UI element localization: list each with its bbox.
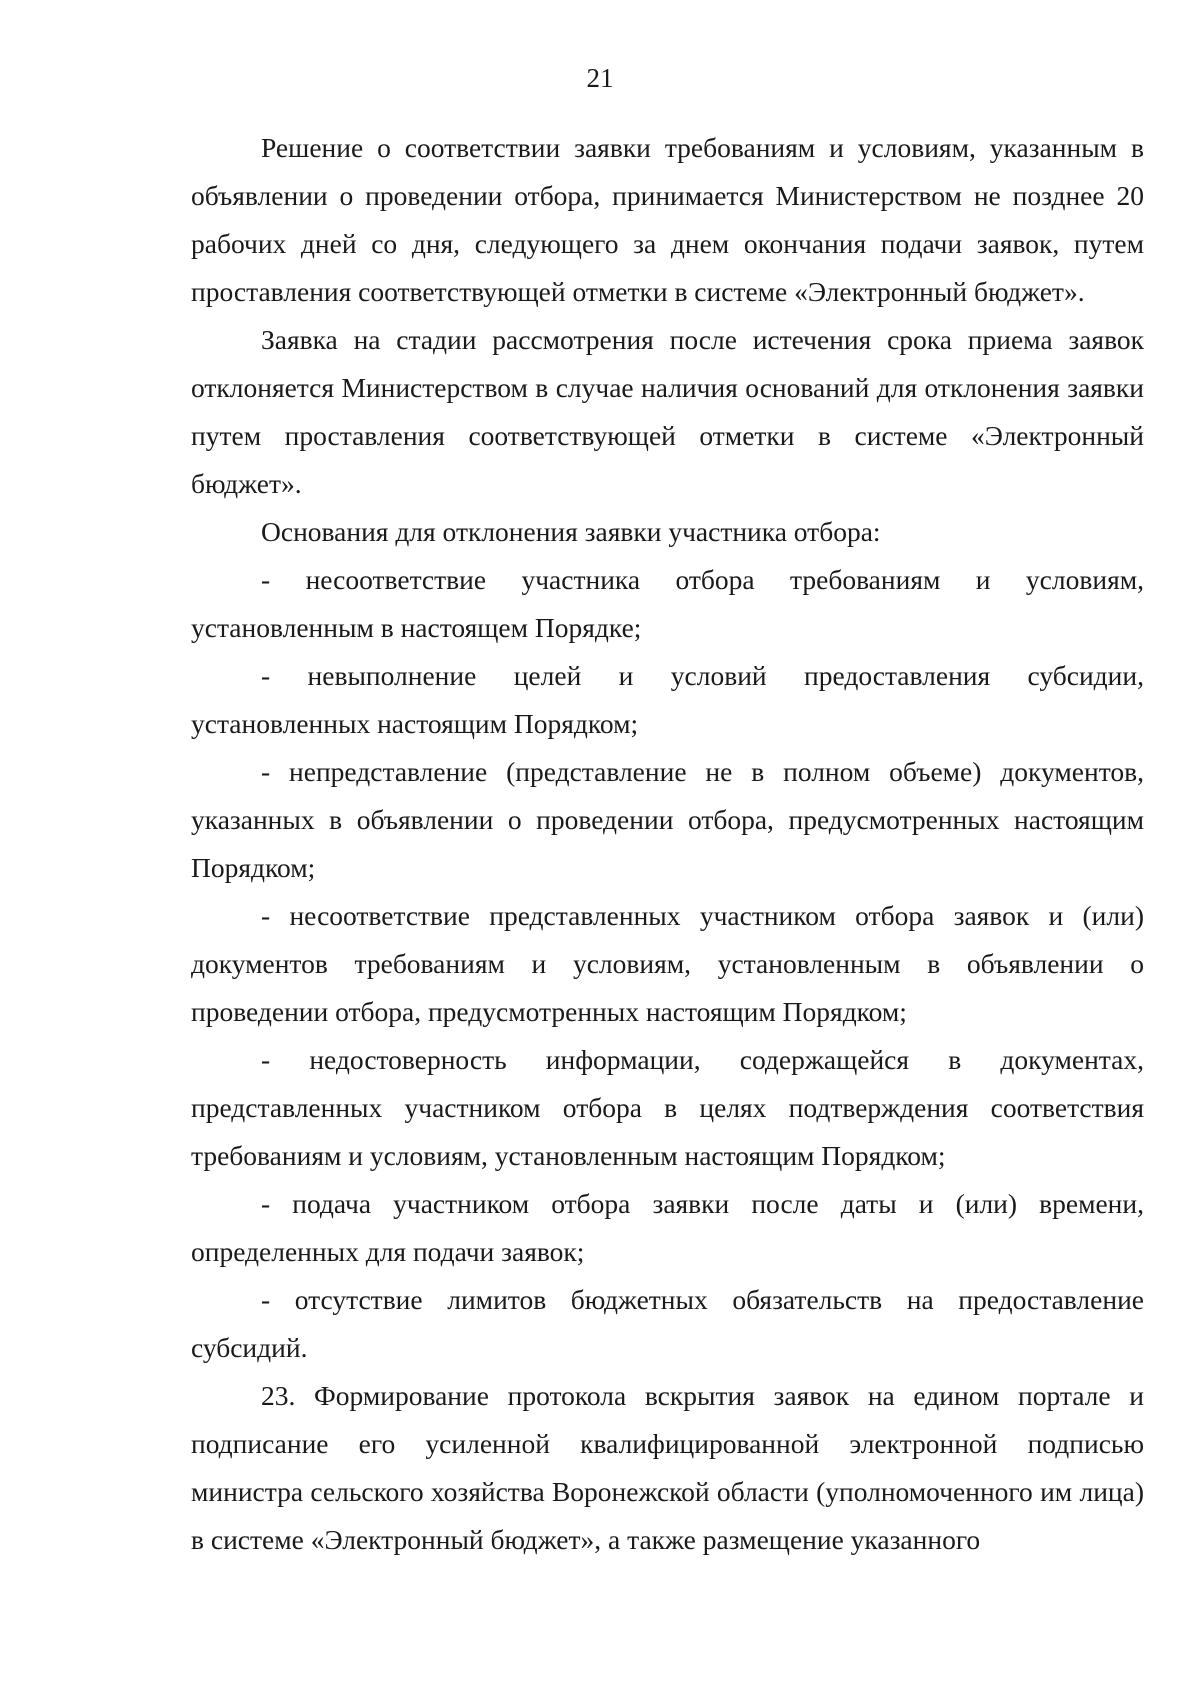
list-item-goals-not-met: - невыполнение целей и условий предоставления субсидии, установленных настоящим Порядком; — [191, 660, 1144, 739]
paragraph-rejection-grounds-heading: Основания для отклонения заявки участника отбора: — [261, 516, 881, 547]
list-item-documents-missing: - непредставление (представление не в полном объеме) документов, указанных в объявлении о проведении отбора, предусмотренных настоящим Порядком; — [191, 756, 1144, 883]
paragraph-rejection-procedure: Заявка на стадии рассмотрения после истечения срока приема заявок отклоняется Министерством в случае наличия оснований для отклонения заявки путем проставления соответствующей отметки в системе «Электронный бюджет». — [191, 324, 1144, 499]
document-body — [191, 124, 1144, 1564]
list-item-inaccurate-information: - недостоверность информации, содержащейся в документах, представленных участником отбора в целях подтверждения соответствия требованиям и условиям, установленным настоящим Порядком; — [191, 1044, 1144, 1171]
page-number: 21 — [586, 63, 614, 93]
list-item-noncompliance-participant: - несоответствие участника отбора требованиям и условиям, установленным в настоящем Порядке; — [191, 564, 1144, 643]
paragraph-section-23: 23. Формирование протокола вскрытия заявок на едином портале и подписание его усиленной квалифицированной электронной подписью министра сельского хозяйства Воронежской области (уполномоченного им лица) в системе «Электронный бюджет», а также размещение указанного — [191, 1380, 1144, 1555]
paragraph-decision-deadline: Решение о соответствии заявки требованиям и условиям, указанным в объявлении о проведении отбора, принимается Министерством не позднее 20 рабочих дней со дня, следующего за днем окончания подачи заявок, путем проставления соответствующей отметки в системе «Электронный бюджет». — [191, 132, 1144, 307]
list-item-noncompliance-documents: - несоответствие представленных участником отбора заявок и (или) документов требованиям и условиям, установленным в объявлении о проведении отбора, предусмотренных настоящим Порядком; — [191, 900, 1144, 1027]
list-item-no-budget-limits: - отсутствие лимитов бюджетных обязательств на предоставление субсидий. — [191, 1284, 1144, 1363]
list-item-late-submission: - подача участником отбора заявки после даты и (или) времени, определенных для подачи заявок; — [191, 1188, 1144, 1267]
